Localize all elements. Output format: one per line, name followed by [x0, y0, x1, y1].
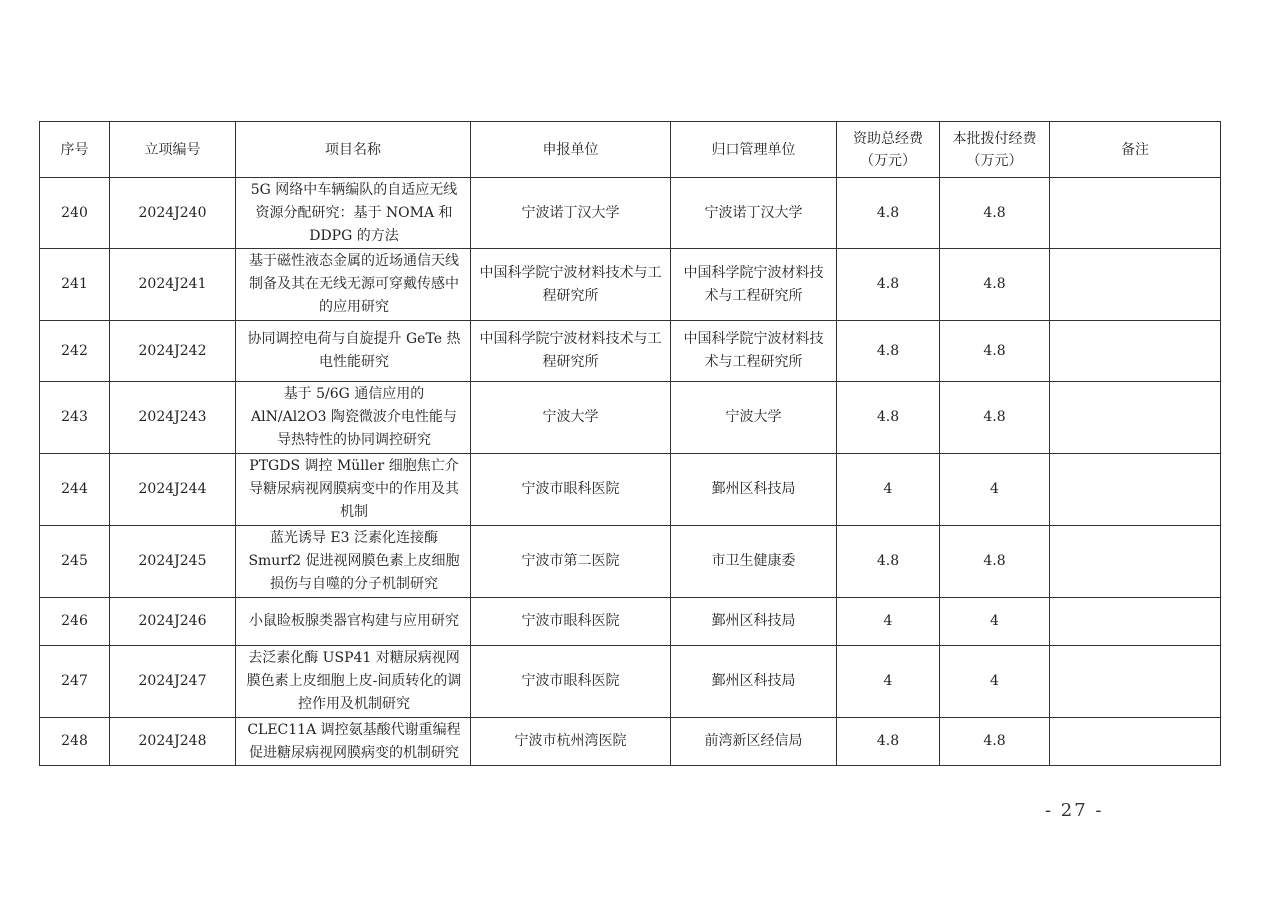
cell-unit: 宁波市第二医院: [471, 526, 671, 598]
cell-seq: 247: [40, 646, 110, 718]
cell-name-text: 基于 5/6G 通信应用的 AlN/Al2O3 陶瓷微波介电性能与导热特性的协同调控研究: [251, 386, 457, 448]
cell-manager: 前湾新区经信局: [671, 718, 837, 766]
header-name: 项目名称: [236, 122, 471, 178]
cell-manager: 鄞州区科技局: [671, 454, 837, 526]
cell-unit: 中国科学院宁波材料技术与工程研究所: [471, 321, 671, 382]
cell-code: 2024J247: [110, 646, 236, 718]
cell-unit: 宁波大学: [471, 382, 671, 454]
header-total-line2: （万元）: [860, 152, 916, 169]
cell-name-text: 基于磁性液态金属的近场通信天线制备及其在无线无源可穿戴传感中的应用研究: [249, 253, 459, 315]
cell-batch: 4.8: [940, 526, 1050, 598]
cell-seq: 242: [40, 321, 110, 382]
header-manager: 归口管理单位: [671, 122, 837, 178]
header-total: [837, 122, 940, 178]
cell-note: [1050, 598, 1221, 646]
header-batch-line2: （万元）: [966, 152, 1023, 169]
table-row: [40, 178, 1221, 249]
cell-code: 2024J244: [110, 454, 236, 526]
cell-seq: 241: [40, 249, 110, 321]
cell-name-text: 协同调控电荷与自旋提升 GeTe 热电性能研究: [247, 331, 461, 370]
cell-unit: 宁波市眼科医院: [471, 454, 671, 526]
cell-batch: 4: [940, 454, 1050, 526]
cell-code: 2024J248: [110, 718, 236, 766]
cell-note: [1050, 646, 1221, 718]
page-number: - 27 -: [1045, 800, 1104, 821]
cell-name: [236, 178, 471, 249]
cell-unit: 宁波诺丁汉大学: [471, 178, 671, 249]
header-seq: 序号: [40, 122, 110, 178]
cell-name: [236, 526, 471, 598]
cell-name-text: PTGDS 调控 Müller 细胞焦亡介导糖尿病视网膜病变中的作用及其机制: [249, 458, 459, 520]
cell-seq: 245: [40, 526, 110, 598]
cell-name: [236, 382, 471, 454]
cell-note: [1050, 382, 1221, 454]
table-row: [40, 382, 1221, 454]
cell-unit: 宁波市眼科医院: [471, 598, 671, 646]
cell-manager: 中国科学院宁波材料技术与工程研究所: [671, 321, 837, 382]
cell-seq: 240: [40, 178, 110, 249]
header-batch-line1: 本批拨付经费: [952, 130, 1037, 147]
table-row: [40, 321, 1221, 382]
cell-manager: 鄞州区科技局: [671, 646, 837, 718]
cell-code: 2024J245: [110, 526, 236, 598]
cell-unit: 宁波市杭州湾医院: [471, 718, 671, 766]
cell-seq: 248: [40, 718, 110, 766]
cell-batch: 4.8: [940, 718, 1050, 766]
cell-total: 4.8: [837, 249, 940, 321]
cell-note: [1050, 249, 1221, 321]
header-total-line1: 资助总经费: [853, 130, 923, 147]
cell-seq: 246: [40, 598, 110, 646]
cell-note: [1050, 178, 1221, 249]
cell-unit: 宁波市眼科医院: [471, 646, 671, 718]
cell-name: [236, 321, 471, 382]
table-row: [40, 454, 1221, 526]
table-row: [40, 718, 1221, 766]
header-unit: 申报单位: [471, 122, 671, 178]
cell-note: [1050, 454, 1221, 526]
cell-name: [236, 454, 471, 526]
cell-name: [236, 718, 471, 766]
cell-batch: 4: [940, 598, 1050, 646]
cell-note: [1050, 718, 1221, 766]
cell-name: [236, 646, 471, 718]
cell-batch: 4.8: [940, 382, 1050, 454]
table-row: [40, 598, 1221, 646]
cell-total: 4.8: [837, 178, 940, 249]
header-code: 立项编号: [110, 122, 236, 178]
cell-name-text: 去泛素化酶 USP41 对糖尿病视网膜色素上皮细胞上皮-间质转化的调控作用及机制研究: [246, 650, 462, 712]
cell-total: 4.8: [837, 526, 940, 598]
cell-seq: 243: [40, 382, 110, 454]
cell-name-text: CLEC11A 调控氨基酸代谢重编程促进糖尿病视网膜病变的机制研究: [247, 721, 461, 761]
cell-total: 4.8: [837, 382, 940, 454]
table-row: [40, 646, 1221, 718]
cell-code: 2024J240: [110, 178, 236, 249]
cell-manager: 中国科学院宁波材料技术与工程研究所: [671, 249, 837, 321]
cell-name-text: 蓝光诱导 E3 泛素化连接酶 Smurf2 促进视网膜色素上皮细胞损伤与自噬的分子机制研究: [248, 530, 460, 592]
cell-seq: 244: [40, 454, 110, 526]
table-row: [40, 526, 1221, 598]
cell-code: 2024J243: [110, 382, 236, 454]
cell-name-text: 小鼠睑板腺类器官构建与应用研究: [249, 613, 459, 629]
cell-manager: 鄞州区科技局: [671, 598, 837, 646]
cell-total: 4.8: [837, 321, 940, 382]
table-row: [40, 249, 1221, 321]
cell-batch: 4.8: [940, 321, 1050, 382]
cell-manager: 宁波大学: [671, 382, 837, 454]
cell-manager: 市卫生健康委: [671, 526, 837, 598]
cell-manager: 宁波诺丁汉大学: [671, 178, 837, 249]
cell-total: 4: [837, 646, 940, 718]
cell-name: [236, 249, 471, 321]
table-header-row: [40, 122, 1221, 178]
cell-unit: 中国科学院宁波材料技术与工程研究所: [471, 249, 671, 321]
cell-note: [1050, 526, 1221, 598]
cell-total: 4.8: [837, 718, 940, 766]
cell-total: 4: [837, 598, 940, 646]
funding-table: [39, 121, 1221, 766]
cell-code: 2024J242: [110, 321, 236, 382]
cell-note: [1050, 321, 1221, 382]
cell-batch: 4: [940, 646, 1050, 718]
header-batch: [940, 122, 1050, 178]
cell-code: 2024J246: [110, 598, 236, 646]
header-note: 备注: [1050, 122, 1221, 178]
cell-code: 2024J241: [110, 249, 236, 321]
cell-name: [236, 598, 471, 646]
cell-name-text: 5G 网络中车辆编队的自适应无线资源分配研究：基于 NOMA 和 DDPG 的方法: [250, 181, 458, 244]
cell-total: 4: [837, 454, 940, 526]
cell-batch: 4.8: [940, 178, 1050, 249]
cell-batch: 4.8: [940, 249, 1050, 321]
